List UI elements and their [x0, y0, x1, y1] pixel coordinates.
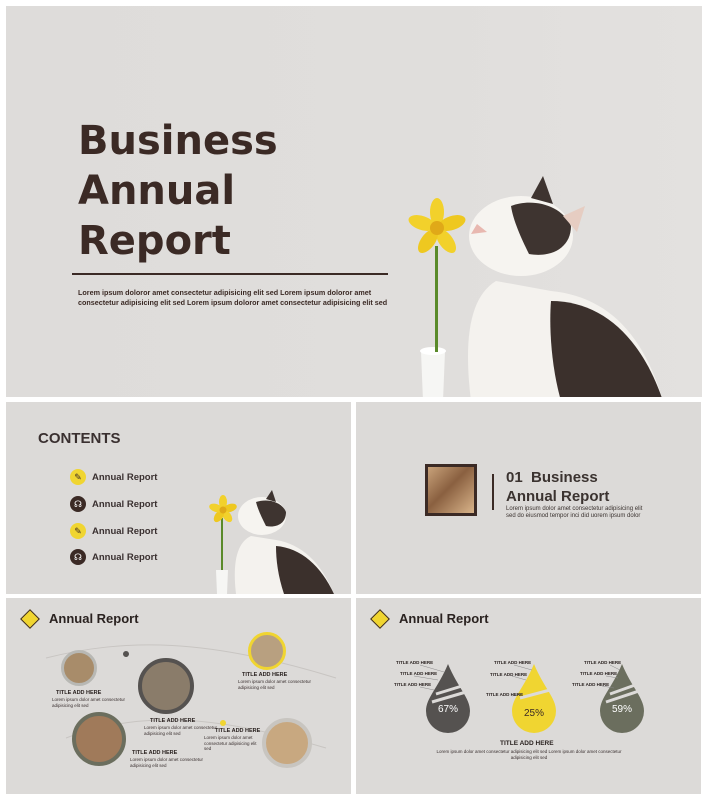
photo-circle	[248, 632, 286, 670]
divider	[492, 474, 494, 510]
contents-slide[interactable]	[6, 402, 351, 594]
item-text: Lorem ipsum dolor amet consectetur adipisicing elit sed	[144, 725, 218, 736]
section-title: 01 Business Annual Report	[506, 469, 610, 505]
photo-circle	[72, 712, 126, 766]
item-text: Lorem ipsum dolor amet consectetur adipisicing elit sed	[130, 757, 204, 768]
drop-label: TITLE ADD HERE	[584, 660, 622, 665]
photo-circle	[138, 658, 194, 714]
item-text: Lorem ipsum dolor amet consectetur adipisicing elit sed	[204, 735, 257, 751]
drop-label: TITLE ADD HERE	[394, 682, 432, 687]
title-underline	[72, 273, 388, 275]
contents-item[interactable]	[70, 468, 157, 486]
section-subtext: Lorem ipsum dolor amet consectetur adipisicing elit sed do eiusmod tempor inci did uorem ipsum dolor	[506, 506, 643, 519]
drop-label: TITLE ADD HERE	[580, 671, 618, 676]
slide-title: Annual Report	[399, 611, 489, 626]
contents-item-label: Annual Report	[92, 471, 158, 483]
cat-photo	[425, 464, 477, 516]
contents-item[interactable]	[70, 548, 157, 566]
photo-circle	[61, 650, 97, 686]
item-title: TITLE ADD HERE	[150, 718, 196, 724]
contents-item[interactable]	[70, 522, 157, 540]
drop-label: TITLE ADD HERE	[486, 692, 524, 697]
percent-value: 67%	[437, 704, 458, 715]
cat-with-flower-image	[401, 176, 681, 397]
photo-circle	[262, 718, 312, 768]
percent-slide[interactable]	[356, 598, 701, 794]
drop-label: TITLE ADD HERE	[494, 660, 532, 665]
timeline-slide[interactable]	[6, 598, 351, 794]
drop-label: TITLE ADD HERE	[572, 682, 610, 687]
drop-label: TITLE ADD HERE	[400, 671, 438, 676]
contents-item-label: Annual Report	[92, 498, 158, 510]
contents-title: CONTENTS	[38, 430, 121, 447]
drop-label: TITLE ADD HERE	[396, 660, 434, 665]
section-slide[interactable]	[356, 402, 701, 594]
contents-item-label: Annual Report	[92, 551, 158, 563]
item-text: Lorem ipsum dolor amet consectetur adipisicing elit sed	[52, 697, 126, 708]
drop-label: TITLE ADD HERE	[490, 672, 528, 677]
contents-item-label: Annual Report	[92, 525, 158, 537]
headset-icon: ☊	[70, 496, 86, 512]
pencil-icon: ✎	[70, 469, 86, 485]
cat-with-flower-image	[206, 490, 346, 594]
contents-item[interactable]	[70, 495, 157, 513]
slide-title: Annual Report	[49, 611, 139, 626]
pencil-icon: ✎	[70, 523, 86, 539]
headset-icon: ☊	[70, 549, 86, 565]
item-title: TITLE ADD HERE	[215, 728, 261, 734]
item-title: TITLE ADD HERE	[56, 690, 102, 696]
footer-title: TITLE ADD HERE	[500, 740, 554, 747]
footer-text: Lorem ipsum dolor amet consectetur adipisicing elit sed Lorem ipsum dolor amet consectetur adipisicing elit sed	[436, 749, 622, 760]
item-title: TITLE ADD HERE	[242, 672, 288, 678]
percent-value: 25%	[523, 708, 544, 719]
title-subtext: Lorem ipsum doloror amet consectetur adipisicing elit sed Lorem ipsum doloror amet consectetur adipisicing elit sed Lorem ipsum doloror amet consectetur adipisicing elit sed	[78, 288, 388, 307]
item-text: Lorem ipsum dolor amet consectetur adipisicing elit sed	[238, 679, 312, 690]
percent-value: 59%	[611, 704, 632, 715]
droplet-chart	[356, 598, 701, 794]
slide-title: Business Annual Report	[78, 118, 278, 264]
title-slide[interactable]	[6, 6, 702, 397]
item-title: TITLE ADD HERE	[132, 750, 178, 756]
